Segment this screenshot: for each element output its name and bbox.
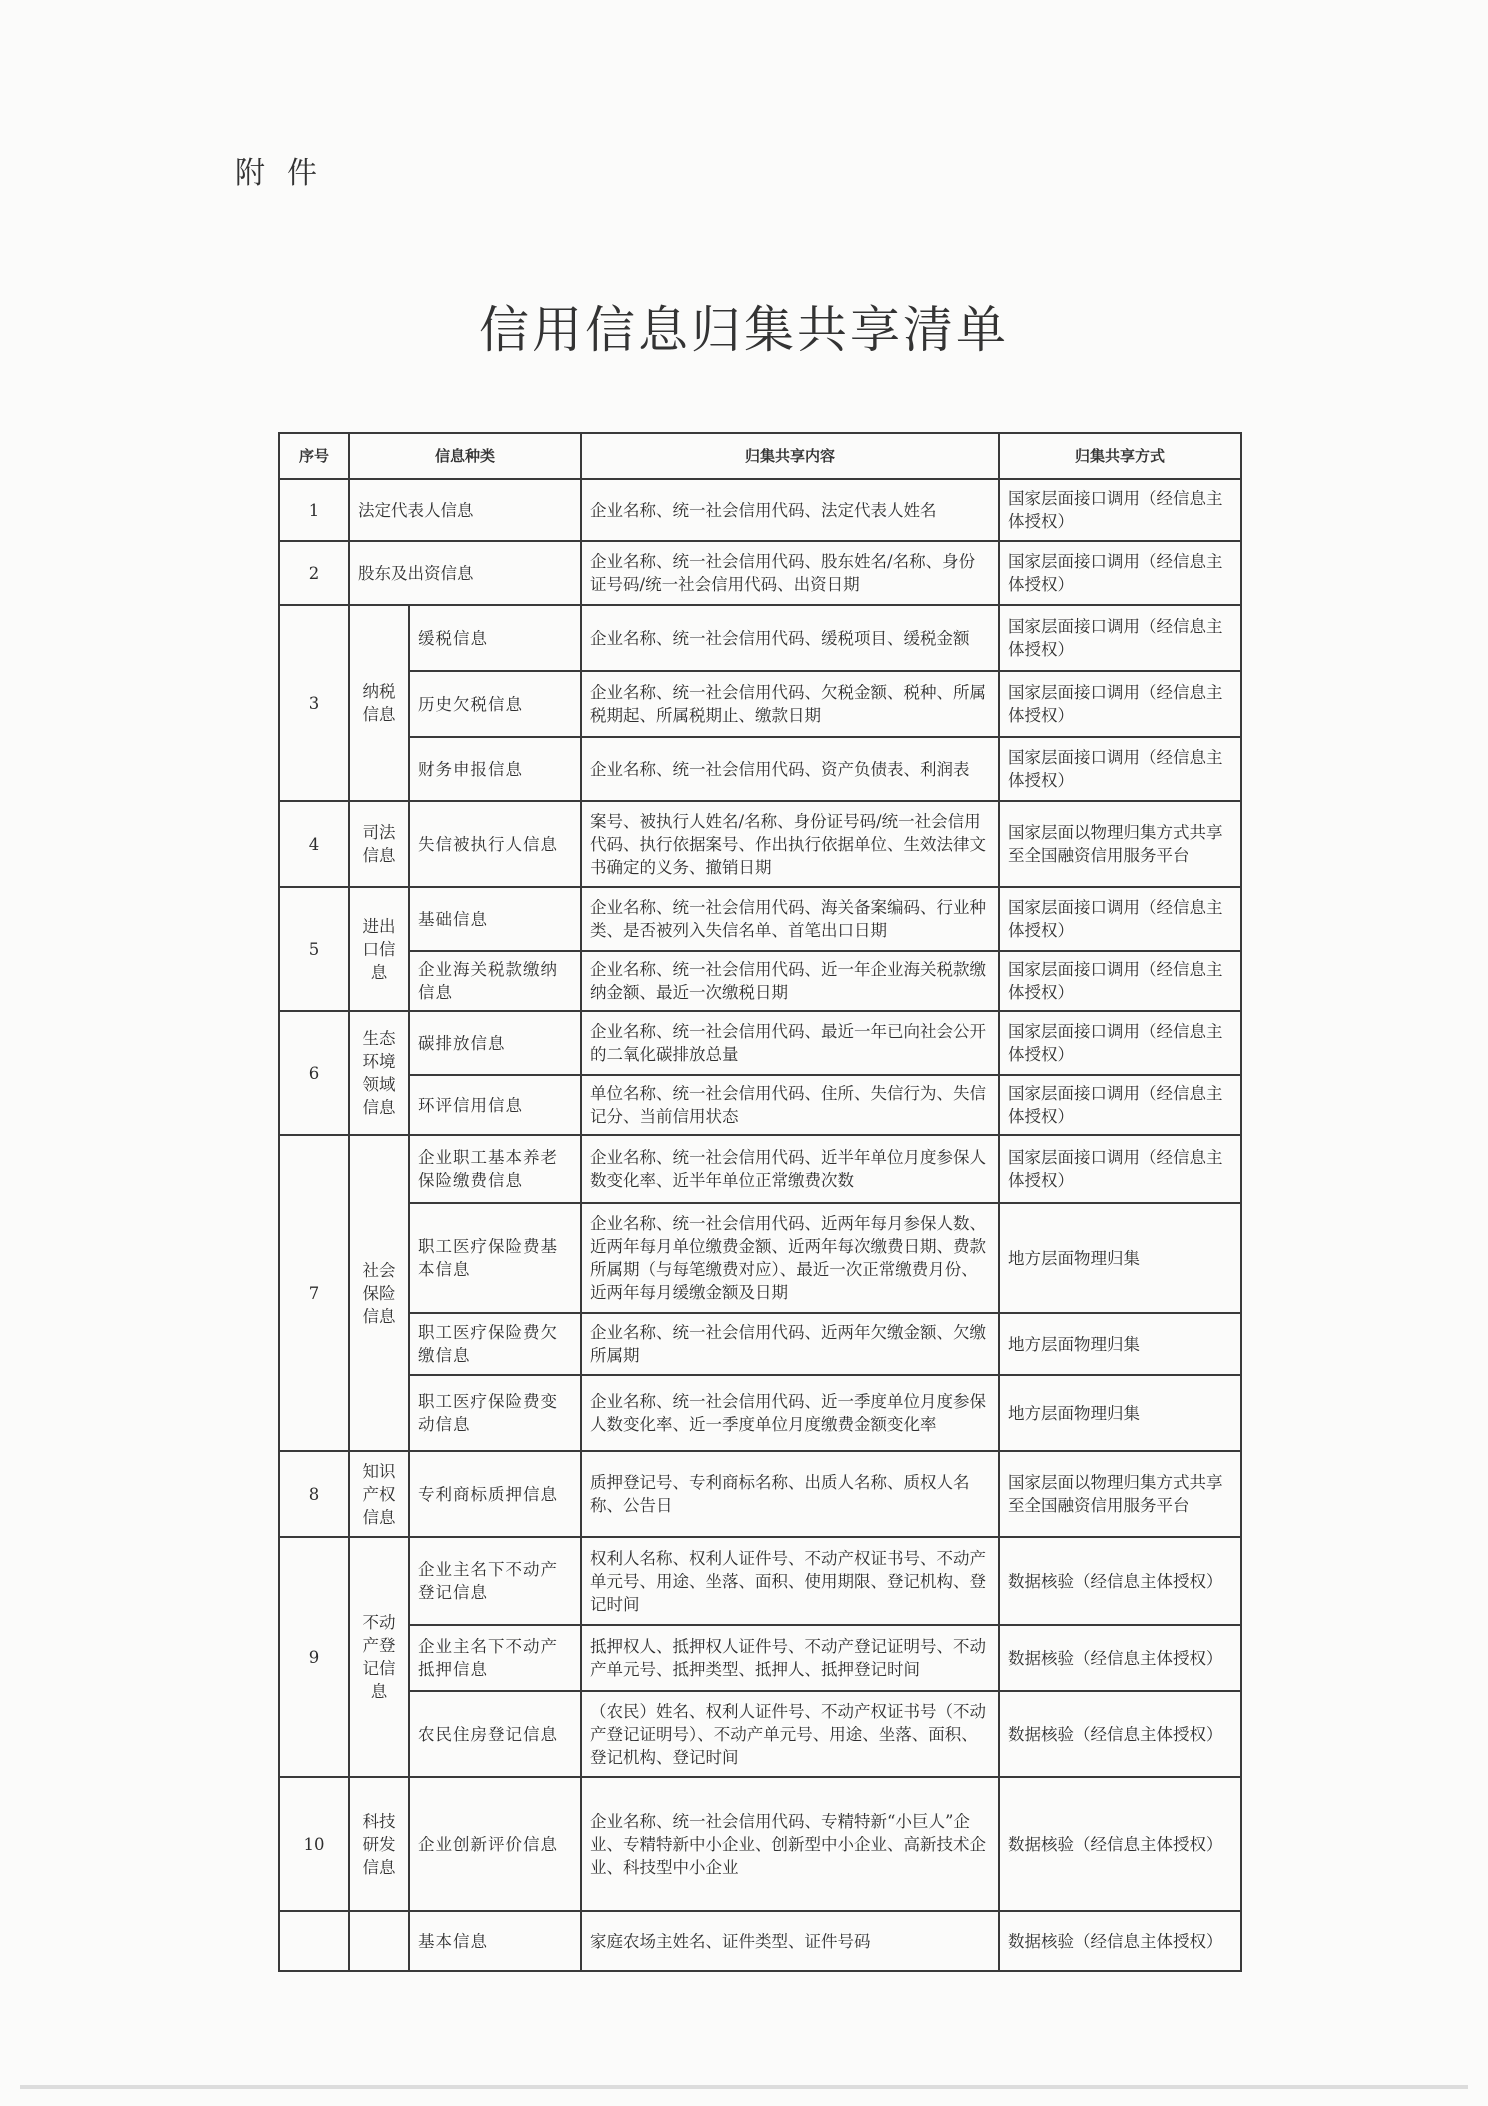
content-cell: （农民）姓名、权利人证件号、不动产权证书号（不动产登记证明号）、不动产单元号、用途、坐落、面积、登记机构、登记时间 (581, 1691, 999, 1777)
subcategory-cell: 环评信用信息 (409, 1075, 581, 1135)
row-number (279, 1911, 349, 1971)
subcategory-cell: 农民住房登记信息 (409, 1691, 581, 1777)
row-number: 6 (279, 1011, 349, 1135)
table-row (279, 1911, 1241, 1971)
table-row (279, 671, 1241, 737)
method-cell: 国家层面接口调用（经信息主体授权） (999, 1075, 1241, 1135)
method-cell: 国家层面接口调用（经信息主体授权） (999, 671, 1241, 737)
subcategory-cell: 财务申报信息 (409, 737, 581, 801)
header-content: 归集共享内容 (581, 433, 999, 479)
content-cell: 企业名称、统一社会信用代码、近两年每月参保人数、近两年每月单位缴费金额、近两年每次缴费日期、费款所属期（与每笔缴费对应）、最近一次正常缴费月份、近两年每月缓缴金额及日期 (581, 1203, 999, 1313)
table-row (279, 1451, 1241, 1537)
content-cell: 企业名称、统一社会信用代码、法定代表人姓名 (581, 479, 999, 541)
table-row (279, 887, 1241, 951)
table-row (279, 737, 1241, 801)
page-title: 信用信息归集共享清单 (479, 301, 1009, 359)
method-cell: 国家层面接口调用（经信息主体授权） (999, 737, 1241, 801)
row-number: 8 (279, 1451, 349, 1537)
category-cell: 纳税信息 (349, 605, 409, 801)
method-cell: 地方层面物理归集 (999, 1313, 1241, 1375)
row-number: 5 (279, 887, 349, 1011)
method-cell: 国家层面接口调用（经信息主体授权） (999, 1011, 1241, 1075)
subcategory-cell: 企业创新评价信息 (409, 1777, 581, 1911)
table-row (279, 541, 1241, 605)
category-cell: 生态环境领域信息 (349, 1011, 409, 1135)
row-number: 9 (279, 1537, 349, 1777)
row-number: 4 (279, 801, 349, 887)
row-number: 10 (279, 1777, 349, 1911)
subcategory-cell: 企业海关税款缴纳信息 (409, 951, 581, 1011)
content-cell: 家庭农场主姓名、证件类型、证件号码 (581, 1911, 999, 1971)
subcategory-cell: 企业职工基本养老保险缴费信息 (409, 1135, 581, 1203)
content-cell: 案号、被执行人姓名/名称、身份证号码/统一社会信用代码、执行依据案号、作出执行依据单位、生效法律文书确定的义务、撤销日期 (581, 801, 999, 887)
table-row (279, 1625, 1241, 1691)
subcategory-cell: 企业主名下不动产抵押信息 (409, 1625, 581, 1691)
table-row (279, 1777, 1241, 1911)
category-cell: 股东及出资信息 (349, 541, 581, 605)
subcategory-cell: 缓税信息 (409, 605, 581, 671)
method-cell: 国家层面以物理归集方式共享至全国融资信用服务平台 (999, 1451, 1241, 1537)
content-cell: 单位名称、统一社会信用代码、住所、失信行为、失信记分、当前信用状态 (581, 1075, 999, 1135)
content-cell: 企业名称、统一社会信用代码、近一季度单位月度参保人数变化率、近一季度单位月度缴费金额变化率 (581, 1375, 999, 1451)
category-cell: 司法信息 (349, 801, 409, 887)
method-cell: 国家层面接口调用（经信息主体授权） (999, 541, 1241, 605)
content-cell: 企业名称、统一社会信用代码、资产负债表、利润表 (581, 737, 999, 801)
subcategory-cell: 历史欠税信息 (409, 671, 581, 737)
content-cell: 企业名称、统一社会信用代码、专精特新“小巨人”企业、专精特新中小企业、创新型中小企业、高新技术企业、科技型中小企业 (581, 1777, 999, 1911)
row-number: 3 (279, 605, 349, 801)
attachment-label: 附件 (235, 156, 339, 191)
category-cell: 不动产登记信息 (349, 1537, 409, 1777)
category-cell (349, 1911, 409, 1971)
header-no: 序号 (279, 433, 349, 479)
table-row (279, 1375, 1241, 1451)
subcategory-cell: 基础信息 (409, 887, 581, 951)
method-cell: 数据核验（经信息主体授权） (999, 1691, 1241, 1777)
table-row (279, 605, 1241, 671)
method-cell: 国家层面接口调用（经信息主体授权） (999, 1135, 1241, 1203)
content-cell: 权利人名称、权利人证件号、不动产权证书号、不动产单元号、用途、坐落、面积、使用期限、登记机构、登记时间 (581, 1537, 999, 1625)
method-cell: 国家层面接口调用（经信息主体授权） (999, 605, 1241, 671)
header-method: 归集共享方式 (999, 433, 1241, 479)
method-cell: 国家层面接口调用（经信息主体授权） (999, 887, 1241, 951)
content-cell: 企业名称、统一社会信用代码、近半年单位月度参保人数变化率、近半年单位正常缴费次数 (581, 1135, 999, 1203)
method-cell: 地方层面物理归集 (999, 1375, 1241, 1451)
table-row (279, 801, 1241, 887)
subcategory-cell: 碳排放信息 (409, 1011, 581, 1075)
credit-info-table (278, 432, 1242, 1972)
subcategory-cell: 企业主名下不动产登记信息 (409, 1537, 581, 1625)
table-row (279, 1313, 1241, 1375)
table-row (279, 1691, 1241, 1777)
header-category: 信息种类 (349, 433, 581, 479)
method-cell: 国家层面以物理归集方式共享至全国融资信用服务平台 (999, 801, 1241, 887)
category-cell: 进出口信息 (349, 887, 409, 1011)
category-cell: 知识产权信息 (349, 1451, 409, 1537)
subcategory-cell: 失信被执行人信息 (409, 801, 581, 887)
subcategory-cell: 职工医疗保险费基本信息 (409, 1203, 581, 1313)
table-row (279, 951, 1241, 1011)
category-cell: 科技研发信息 (349, 1777, 409, 1911)
method-cell: 国家层面接口调用（经信息主体授权） (999, 951, 1241, 1011)
table-row (279, 1011, 1241, 1075)
method-cell: 数据核验（经信息主体授权） (999, 1911, 1241, 1971)
category-cell: 法定代表人信息 (349, 479, 581, 541)
content-cell: 企业名称、统一社会信用代码、股东姓名/名称、身份证号码/统一社会信用代码、出资日期 (581, 541, 999, 605)
content-cell: 企业名称、统一社会信用代码、缓税项目、缓税金额 (581, 605, 999, 671)
method-cell: 地方层面物理归集 (999, 1203, 1241, 1313)
subcategory-cell: 职工医疗保险费变动信息 (409, 1375, 581, 1451)
row-number: 1 (279, 479, 349, 541)
method-cell: 数据核验（经信息主体授权） (999, 1537, 1241, 1625)
content-cell: 企业名称、统一社会信用代码、最近一年已向社会公开的二氧化碳排放总量 (581, 1011, 999, 1075)
content-cell: 抵押权人、抵押权人证件号、不动产登记证明号、不动产单元号、抵押类型、抵押人、抵押登记时间 (581, 1625, 999, 1691)
content-cell: 企业名称、统一社会信用代码、欠税金额、税种、所属税期起、所属税期止、缴款日期 (581, 671, 999, 737)
row-number: 2 (279, 541, 349, 605)
page-edge-divider (20, 2085, 1468, 2089)
row-number: 7 (279, 1135, 349, 1451)
table-row (279, 479, 1241, 541)
content-cell: 企业名称、统一社会信用代码、近一年企业海关税款缴纳金额、最近一次缴税日期 (581, 951, 999, 1011)
content-cell: 企业名称、统一社会信用代码、海关备案编码、行业种类、是否被列入失信名单、首笔出口日期 (581, 887, 999, 951)
method-cell: 数据核验（经信息主体授权） (999, 1777, 1241, 1911)
table-row (279, 1537, 1241, 1625)
subcategory-cell: 职工医疗保险费欠缴信息 (409, 1313, 581, 1375)
table-row (279, 1203, 1241, 1313)
method-cell: 国家层面接口调用（经信息主体授权） (999, 479, 1241, 541)
table-row (279, 1135, 1241, 1203)
table-header-row (279, 433, 1241, 479)
table-row (279, 1075, 1241, 1135)
content-cell: 质押登记号、专利商标名称、出质人名称、质权人名称、公告日 (581, 1451, 999, 1537)
content-cell: 企业名称、统一社会信用代码、近两年欠缴金额、欠缴所属期 (581, 1313, 999, 1375)
subcategory-cell: 基本信息 (409, 1911, 581, 1971)
category-cell: 社会保险信息 (349, 1135, 409, 1451)
method-cell: 数据核验（经信息主体授权） (999, 1625, 1241, 1691)
subcategory-cell: 专利商标质押信息 (409, 1451, 581, 1537)
